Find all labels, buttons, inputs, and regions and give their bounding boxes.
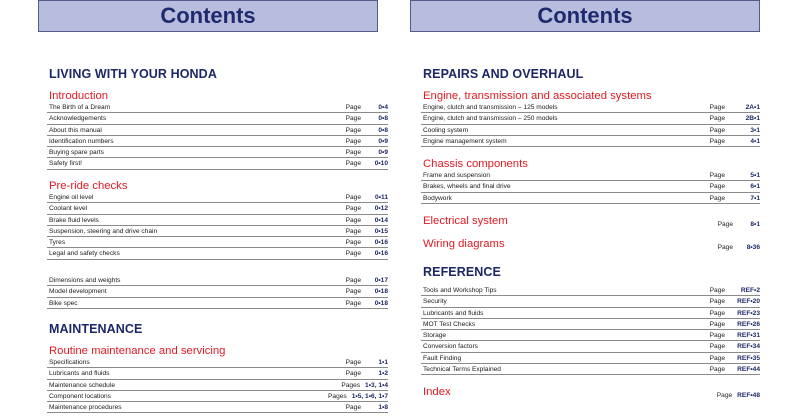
page-word: Page	[709, 298, 725, 306]
group-title-routine: Routine maintenance and servicing	[49, 345, 226, 357]
toc-entry-electrical	[423, 215, 760, 228]
toc-row	[421, 353, 760, 364]
toc-row	[421, 136, 760, 147]
page-word: Page	[345, 299, 361, 307]
page-word: Page	[345, 277, 361, 284]
toc-row-page-ref	[710, 353, 760, 364]
toc-row	[421, 319, 760, 330]
toc-row-title: Acknowledgements	[49, 115, 107, 123]
toc-row	[421, 296, 760, 307]
page-word: Page	[709, 137, 725, 145]
toc-row	[47, 380, 388, 391]
toc-row-page-ref	[346, 402, 388, 413]
toc-row	[421, 308, 760, 319]
toc-row-page-ref	[341, 380, 388, 391]
toc-row-page-ref	[346, 113, 388, 124]
toc-row	[47, 215, 388, 226]
toc-row-page-ref	[328, 391, 388, 402]
toc-row	[47, 226, 388, 237]
page-number: 0•11	[375, 194, 388, 201]
group-title-pre-ride: Pre-ride checks	[49, 180, 128, 192]
page-number: 8•36	[746, 244, 760, 251]
page-number: REF•34	[737, 343, 760, 351]
toc-row	[47, 147, 388, 158]
toc-row	[47, 275, 388, 286]
section-heading-reference: REFERENCE	[423, 265, 501, 279]
toc-row	[47, 237, 388, 248]
page-number: 0•8	[378, 126, 388, 134]
toc-row-page-ref	[710, 125, 760, 136]
toc-row	[47, 136, 388, 147]
toc-row-title: Tools and Workshop Tips	[423, 287, 497, 294]
toc-row-page-ref	[710, 113, 760, 124]
toc-row	[47, 286, 388, 297]
page-word: Page	[716, 392, 733, 399]
page-word: Page	[709, 320, 725, 328]
page-number: 2A•1	[745, 104, 760, 111]
toc-row-title: Storage	[423, 332, 447, 340]
page-number: 1•3, 1•4	[365, 381, 388, 389]
toc-row-title: Tyres	[49, 239, 66, 247]
page-word: Page	[345, 216, 361, 224]
toc-row-page-ref	[346, 203, 388, 214]
toc-entry-index	[423, 386, 760, 399]
page-word: Page	[345, 359, 361, 366]
group-title-engine: Engine, transmission and associated systems	[423, 90, 652, 102]
group-title-introduction: Introduction	[49, 90, 109, 102]
page-number: 0•8	[378, 115, 388, 123]
page-number: 0•4	[378, 104, 388, 111]
left-contents-banner: Contents	[38, 0, 378, 32]
toc-row-title: Engine, clutch and transmission – 250 models	[423, 115, 558, 123]
toc-row-page-ref	[710, 181, 760, 192]
toc-row-title: Buying spare parts	[49, 149, 104, 157]
page-word: Page	[345, 126, 361, 134]
page-word: Page	[345, 115, 361, 123]
toc-row-page-ref	[710, 330, 760, 341]
toc-row	[421, 125, 760, 136]
page-number: REF•26	[737, 320, 760, 328]
toc-row-title: Technical Terms Explained	[423, 366, 501, 374]
toc-row-page-ref	[710, 102, 760, 113]
section-heading-maintenance: MAINTENANCE	[49, 322, 143, 336]
page-word: Page	[717, 244, 733, 251]
page-number: 1•8	[378, 404, 388, 412]
toc-row-title: Dimensions and weights	[49, 277, 121, 284]
page-word: Page	[709, 126, 725, 134]
page-word: Page	[717, 221, 733, 228]
toc-row-page-ref	[346, 226, 388, 237]
toc-row-title: Brakes, wheels and final drive	[423, 183, 511, 191]
toc-row-title: Suspension, steering and drive chain	[49, 227, 158, 235]
page-number: REF•31	[737, 332, 760, 340]
page-word: Pages	[328, 392, 347, 400]
toc-row-page-ref	[710, 308, 760, 319]
page-number: 6•1	[750, 183, 760, 191]
page-word: Page	[709, 183, 725, 191]
toc-entry-wiring	[423, 238, 760, 251]
page-number: 0•9	[378, 137, 388, 145]
toc-row-page-ref	[346, 158, 388, 169]
toc-list-introduction	[47, 102, 388, 170]
page-word: Pages	[341, 381, 361, 389]
right-page	[410, 0, 760, 417]
page-word: Page	[345, 288, 361, 296]
page-word: Page	[709, 332, 725, 340]
toc-row-title: Model development	[49, 288, 107, 296]
toc-row	[421, 330, 760, 341]
toc-row-title: Fault Finding	[423, 354, 462, 362]
toc-row-page-ref	[346, 215, 388, 226]
page-number: REF•23	[737, 309, 760, 317]
toc-row	[47, 368, 388, 379]
page-word: Page	[345, 104, 361, 111]
toc-row-title: MOT Test Checks	[423, 320, 476, 328]
page-word: Page	[345, 250, 361, 258]
page-word: Page	[709, 104, 725, 111]
toc-row-title: Security	[423, 298, 447, 306]
toc-row	[47, 248, 388, 259]
toc-row	[47, 203, 388, 214]
page-number: REF•35	[737, 354, 760, 362]
page-number: 2B•1	[745, 115, 760, 123]
page-word: Page	[345, 160, 361, 168]
page-word: Page	[709, 343, 725, 351]
toc-row-title: Specifications	[49, 359, 90, 366]
toc-row	[47, 298, 388, 309]
toc-row	[421, 364, 760, 375]
toc-row	[421, 285, 760, 296]
page-number: 0•17	[374, 277, 388, 284]
page-number: 1•5, 1•6, 1•7	[351, 392, 388, 400]
group-title-wiring: Wiring diagrams	[423, 238, 505, 250]
toc-row-page-ref	[710, 170, 760, 181]
page-ref-electrical	[718, 218, 760, 231]
toc-row-page-ref	[346, 125, 388, 136]
page-word: Page	[709, 366, 725, 374]
page-word: Page	[345, 227, 361, 235]
page-word: Page	[345, 239, 361, 247]
toc-row-title: Frame and suspension	[423, 172, 491, 179]
page-number: REF•48	[737, 392, 760, 399]
page-word: Page	[709, 194, 725, 202]
toc-list-reference	[421, 285, 760, 375]
page-word: Page	[345, 194, 361, 201]
page-word: Page	[709, 287, 725, 294]
section-heading-living: LIVING WITH YOUR HONDA	[49, 67, 217, 81]
toc-row	[421, 170, 760, 181]
toc-row-page-ref	[710, 341, 760, 352]
page-number: REF•20	[737, 298, 760, 306]
page-number: REF•44	[737, 366, 760, 374]
page-ref-index	[717, 389, 760, 402]
toc-row-title: Coolant level	[49, 205, 88, 213]
right-contents-banner: Contents	[410, 0, 760, 32]
page-number: 1•2	[378, 370, 388, 378]
toc-row-title: Bodywork	[423, 194, 452, 202]
toc-row	[47, 102, 388, 113]
toc-row	[421, 113, 760, 124]
toc-row-title: Identification numbers	[49, 137, 114, 145]
toc-row	[47, 357, 388, 368]
page-number: 0•18	[374, 299, 388, 307]
toc-row	[421, 341, 760, 352]
toc-row	[47, 192, 388, 203]
toc-row-title: Lubricants and fluids	[49, 370, 110, 378]
toc-row-page-ref	[346, 357, 388, 368]
toc-row	[421, 181, 760, 192]
toc-row-title: Bike spec	[49, 299, 78, 307]
toc-row	[421, 102, 760, 113]
toc-row-page-ref	[710, 285, 760, 296]
page-word: Page	[709, 354, 725, 362]
toc-row	[47, 158, 388, 169]
toc-row-title: Lubricants and fluids	[423, 309, 484, 317]
toc-list-chassis	[421, 170, 760, 204]
page-number: 8•1	[750, 221, 760, 228]
toc-list-pre-ride	[47, 192, 388, 260]
page-word: Page	[345, 404, 361, 412]
toc-row-page-ref	[346, 192, 388, 203]
page-number: 0•12	[374, 205, 388, 213]
toc-row-page-ref	[710, 136, 760, 147]
left-page	[38, 0, 388, 417]
page-number: 0•15	[374, 227, 388, 235]
page-word: Page	[345, 137, 361, 145]
page-number: 0•16	[374, 250, 388, 258]
toc-row-title: About this manual	[49, 126, 102, 134]
toc-row-page-ref	[346, 237, 388, 248]
toc-row-title: The Birth of a Dream	[49, 104, 111, 111]
page-word: Page	[709, 172, 725, 179]
toc-row-title: Maintenance schedule	[49, 381, 115, 389]
toc-row-title: Engine management system	[423, 137, 507, 145]
page-word: Page	[345, 205, 361, 213]
toc-row-page-ref	[346, 136, 388, 147]
toc-row	[421, 193, 760, 204]
group-title-electrical: Electrical system	[423, 215, 508, 227]
toc-row	[47, 391, 388, 402]
toc-list-maintenance	[47, 357, 388, 413]
toc-row-title: Conversion factors	[423, 343, 478, 351]
page-number: 5•1	[750, 172, 760, 179]
toc-row-page-ref	[346, 102, 388, 113]
page-number: 0•16	[374, 239, 388, 247]
toc-row-title: Cooling system	[423, 126, 469, 134]
toc-row-page-ref	[710, 364, 760, 375]
page-number: 0•9	[378, 149, 388, 157]
page-ref-wiring	[718, 241, 760, 254]
toc-row-page-ref	[346, 275, 388, 286]
toc-row-title: Component locations	[49, 392, 111, 400]
toc-row-title: Brake fluid levels	[49, 216, 99, 224]
page-word: Page	[709, 115, 725, 123]
toc-row-title: Engine, clutch and transmission – 125 models	[423, 104, 558, 111]
page-number: 1•1	[378, 359, 388, 366]
toc-row-title: Safety first!	[49, 160, 82, 168]
toc-row-title: Maintenance procedures	[49, 404, 122, 412]
page-number: 7•1	[750, 194, 760, 202]
toc-row-page-ref	[346, 147, 388, 158]
toc-row-page-ref	[346, 248, 388, 259]
toc-row-page-ref	[710, 193, 760, 204]
page-number: 0•18	[374, 288, 388, 296]
section-heading-repairs: REPAIRS AND OVERHAUL	[423, 67, 584, 81]
group-title-chassis: Chassis components	[423, 158, 528, 170]
toc-row-title: Legal and safety checks	[49, 250, 120, 258]
toc-row	[47, 125, 388, 136]
toc-row-page-ref	[710, 296, 760, 307]
toc-list-dimensions	[47, 275, 388, 309]
page-number: 3•1	[750, 126, 760, 134]
toc-row-page-ref	[346, 298, 388, 309]
page-number: 0•14	[374, 216, 388, 224]
page-word: Page	[345, 370, 361, 378]
toc-row-page-ref	[346, 368, 388, 379]
page-number: 4•1	[750, 137, 760, 145]
group-title-index: Index	[423, 386, 451, 398]
toc-row-title: Engine oil level	[49, 194, 94, 201]
toc-row	[47, 113, 388, 124]
page-word: Page	[709, 309, 725, 317]
page-number: 0•10	[374, 160, 388, 168]
toc-row	[47, 402, 388, 413]
toc-row-page-ref	[346, 286, 388, 297]
toc-row-page-ref	[710, 319, 760, 330]
page-number: REF•2	[740, 287, 760, 294]
page-word: Page	[345, 149, 361, 157]
toc-list-engine	[421, 102, 760, 147]
